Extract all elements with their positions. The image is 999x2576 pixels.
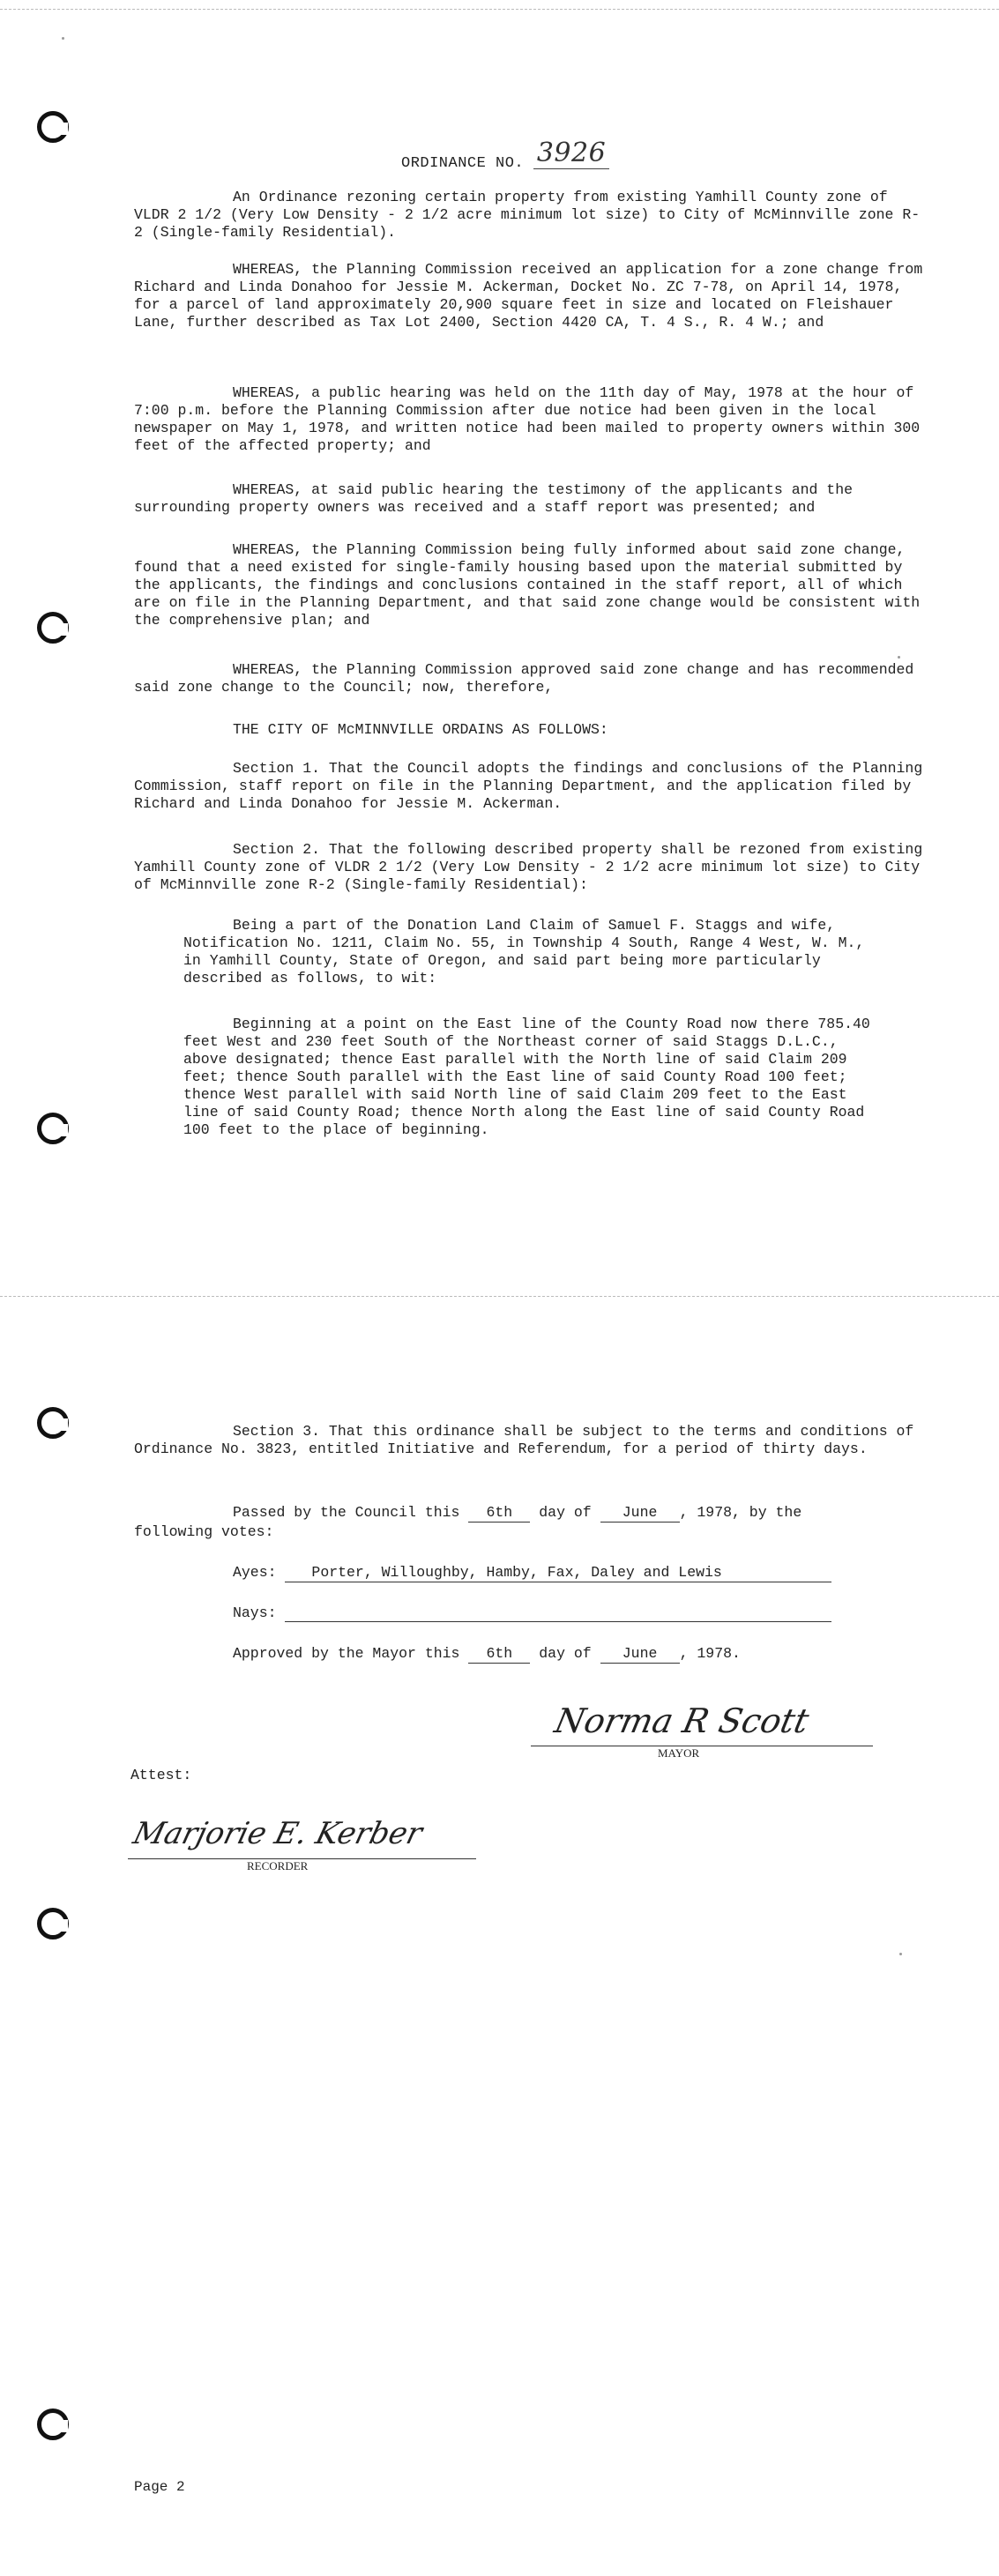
ordinance-title — [401, 138, 609, 174]
ayes-value: Porter, Willoughby, Hamby, Fax, Daley and Lewis — [285, 1564, 831, 1582]
recorder-signature: Marjorie E. Kerber — [130, 1816, 426, 1851]
fold-line — [0, 1296, 999, 1297]
punch-hole-icon — [37, 1908, 69, 1939]
passed-line-2: following votes: — [134, 1523, 274, 1540]
punch-hole-icon — [37, 612, 69, 644]
approved-day: 6th — [468, 1645, 530, 1664]
passed-day: 6th — [468, 1504, 530, 1523]
nays-line — [233, 1604, 831, 1622]
attest-label: Attest: — [130, 1767, 192, 1783]
scan-speck — [898, 656, 900, 659]
scan-speck — [899, 1953, 902, 1955]
punch-hole-icon — [37, 111, 69, 143]
punch-hole-icon — [37, 1407, 69, 1439]
recorder-label: RECORDER — [247, 1859, 309, 1872]
whereas-findings-paragraph: WHEREAS, the Planning Commission being fully informed about said zone change, found that a need existed for single-family housing based upon the material submitted by the applicants, the findings and conclusions contained in the staff report, all of which are on file in the Planning Department, and that said zone change would be consistent with the comprehensive plan; and — [134, 541, 921, 629]
approved-line: Approved by the Mayor this 6th day of June , 1978. — [233, 1645, 741, 1662]
whereas-hearing-paragraph: WHEREAS, a public hearing was held on the 11th day of May, 1978 at the hour of 7:00 p.m. before the Planning Commission after due notice had been given in the local newspaper on May 1, 1978, and written notice had been mailed to property owners within 300 feet of the affected property; and — [134, 384, 921, 454]
legal-description-paragraph: Being a part of the Donation Land Claim of Samuel F. Staggs and wife, Notification No. 1211, Claim No. 55, in Township 4 South, Range 4 West, W. M., in Yamhill County, State of Oregon, and said part being more particularly described as follows, to wit: — [183, 917, 865, 986]
metes-and-bounds-paragraph: Beginning at a point on the East line of the County Road now there 785.40 feet West and 230 feet South of the Northeast corner of said Staggs D.L.C., above designated; thence East parallel with the North line of said Claim 209 feet; thence South parallel with the East line of said County Road 100 feet; thence West parallel with said North line of said Claim 209 feet to the East line of said County Road; thence North along the East line of said County Road 100 feet to the place of beginning. — [183, 1016, 870, 1138]
mayor-signature: Norma R Scott — [551, 1701, 813, 1740]
passed-month: June — [600, 1504, 680, 1523]
whereas-approval-paragraph: WHEREAS, the Planning Commission approved said zone change and has recommended said zone change to the Council; now, therefore, — [134, 661, 914, 696]
page-top-edge — [0, 9, 999, 10]
section-3-paragraph: Section 3. That this ordinance shall be subject to the terms and conditions of Ordinance No. 3823, entitled Initiative and Referendum, for a period of thirty days. — [134, 1423, 914, 1457]
scan-speck — [62, 37, 64, 40]
nays-label: Nays: — [233, 1604, 277, 1621]
ordains-heading: THE CITY OF McMINNVILLE ORDAINS AS FOLLOWS: — [233, 721, 608, 738]
section-2-paragraph: Section 2. That the following described property shall be rezoned from existing Yamhill County zone of VLDR 2 1/2 (Very Low Density - 2 1/2 acre minimum lot size) to City of McMinnville zone R-2 (Single-family Residential): — [134, 841, 923, 893]
approved-month: June — [600, 1645, 680, 1664]
whereas-testimony-paragraph: WHEREAS, at said public hearing the testimony of the applicants and the surrounding property owners was received and a staff report was presented; and — [134, 481, 854, 516]
nays-value — [285, 1605, 831, 1622]
punch-hole-icon — [37, 1113, 69, 1144]
ordinance-label: ORDINANCE NO. — [401, 155, 525, 172]
whereas-application-paragraph: WHEREAS, the Planning Commission received an application for a zone change from Richard and Linda Donahoo for Jessie M. Ackerman, Docket No. ZC 7-78, on April 14, 1978, for a parcel of land approximately 20,900 square feet in size and located on Fleishauer Lane, further described as Tax Lot 2400, Section 4420 CA, T. 4 S., R. 4 W.; and — [134, 261, 923, 331]
punch-hole-icon — [37, 2408, 69, 2440]
ordinance-number: 3926 — [533, 138, 609, 169]
page-number: Page 2 — [134, 2479, 185, 2495]
mayor-label: MAYOR — [658, 1746, 700, 1760]
intro-paragraph: An Ordinance rezoning certain property from existing Yamhill County zone of VLDR 2 1/2 (Very Low Density - 2 1/2 acre minimum lot size) to City of McMinnville zone R-2 (Single-family Residential). — [134, 189, 921, 241]
section-1-paragraph: Section 1. That the Council adopts the findings and conclusions of the Planning Commission, staff report on file in the Planning Department, and the application filed by Richard and Linda Donahoo for Jessie M. Ackerman. — [134, 760, 923, 812]
ayes-label: Ayes: — [233, 1564, 277, 1581]
passed-line: Passed by the Council this 6th day of June , 1978, by the — [233, 1504, 802, 1521]
ayes-line — [233, 1564, 831, 1582]
